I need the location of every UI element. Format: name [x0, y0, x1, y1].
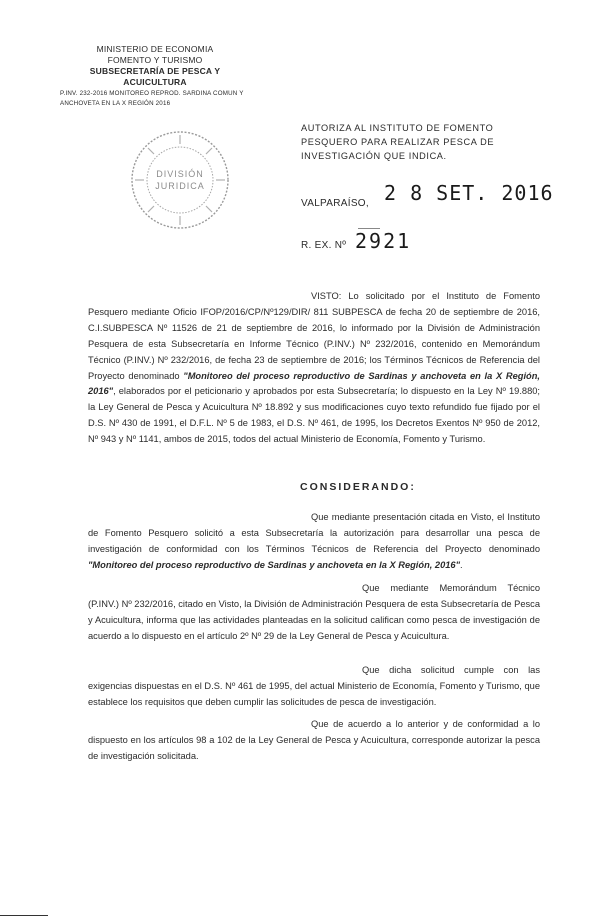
project-title: "Monitoreo del proceso reproductivo de Sardinas y anchoveta en la X Región, 2016" [88, 370, 540, 397]
considerando-paragraph-4: Que de acuerdo a lo anterior y de conformidad a lo dispuesto en los artículos 98 a 102 de la Ley General de Pesca y Acuicultura, corresponde autorizar la pesca de investigación solicitada. [88, 719, 540, 761]
division-stamp [128, 128, 232, 232]
subsecretariat-name: SUBSECRETARÍA DE PESCA Y ACUICULTURA [89, 66, 221, 87]
considerando-heading: CONSIDERANDO: [300, 481, 416, 493]
considerando-paragraph-2: Que mediante Memorándum Técnico (P.INV.) Nº 232/2016, citado en Visto, la División de Administración Pesquera de esta Subsecretaría de Pesca y Acuicultura, informa que las actividades planteadas en la solicitud califican como pesca de investigación de acuerdo a lo dispuesto en el artículo 2º Nº 29 de la Ley General de Pesca y Acuicultura. [88, 583, 540, 641]
resolution-subject: AUTORIZA AL INSTITUTO DE FOMENTO PESQUERO PARA REALIZAR PESCA DE INVESTIGACIÓN QUE INDICA. [301, 123, 495, 161]
paragraph-1-text: Que mediante presentación citada en Visto, el Instituto de Fomento Pesquero solicitó a esta Subsecretaría la autorización para desarrollar una pesca de investigación de conformidad con los Términos Técnicos de Referencia del Proyecto denominado [88, 512, 540, 554]
visto-text: VISTO: Lo solicitado por el Instituto de Fomento Pesquero mediante Oficio IFOP/2016/CP/Nº129/DIR/ 811 SUBPESCA de fecha 20 de septiembre de 2016, C.I.SUBPESCA Nº 11526 de 21 de septiembre de 2016, lo informado por la División de Administración Pesquera de esta Subsecretaría en Informe Técnico (P.INV.) Nº 232/2016, contenido en Memorándum Técnico (P.INV.) Nº 232/2016, de fecha 23 de septiembre de 2016; los Términos Técnicos de Referencia del Proyecto denominado [88, 291, 540, 381]
paragraph-1-tail: . [460, 559, 463, 570]
reference-line-1: P.INV. 232-2016 MONITOREO REPROD. SARDINA COMUN Y [60, 90, 244, 97]
reference-line-2: ANCHOVETA EN LA X REGIÓN 2016 [60, 100, 171, 107]
considerando-paragraph-1 [88, 510, 540, 574]
ministry-subtitle: FOMENTO Y TURISMO [107, 55, 203, 65]
considerando-paragraph-3: Que dicha solicitud cumple con las exigencias dispuestas en el D.S. Nº 461 de 1995, del actual Ministerio de Economía, Fomento y Turismo, que establece los requisitos que deben cumplir las solicitudes de pesca de investigación. [88, 665, 540, 707]
stamp-text-juridica: JURIDICA [155, 181, 205, 191]
stamp-text-division: DIVISIÓN [156, 169, 204, 179]
resolution-number-label: R. EX. Nº [301, 240, 347, 251]
paragraph-1-project-title: "Monitoreo del proceso reproductivo de Sardinas y anchoveta en la X Región, 2016" [88, 559, 461, 570]
visto-text-tail: , elaborados por el peticionario y aprobados por esta Subsecretaría; lo dispuesto en la Ley Nº 19.880; la Ley General de Pesca y Acuicultura Nº 18.892 y sus modificaciones cuyo texto refundido fue fijado por el D.S. Nº 430 de 1991, el D.F.L. Nº 5 de 1983, el D.S. Nº 461, de 1995, los Decretos Exentos Nº 950 de 2012, Nº 943 y Nº 1141, ambos de 2015, todos del actual Ministerio de Economía, Fomento y Turismo. [88, 386, 540, 445]
city-label: VALPARAÍSO, [301, 198, 369, 209]
letterhead [60, 44, 250, 108]
stamped-date: 2 8 SET. 2016 [384, 181, 554, 205]
ministry-name: MINISTERIO DE ECONOMIA [96, 44, 214, 54]
resolution-number: 2921 [355, 229, 412, 253]
visto-paragraph [88, 289, 540, 448]
page-corner-mark [0, 915, 48, 916]
